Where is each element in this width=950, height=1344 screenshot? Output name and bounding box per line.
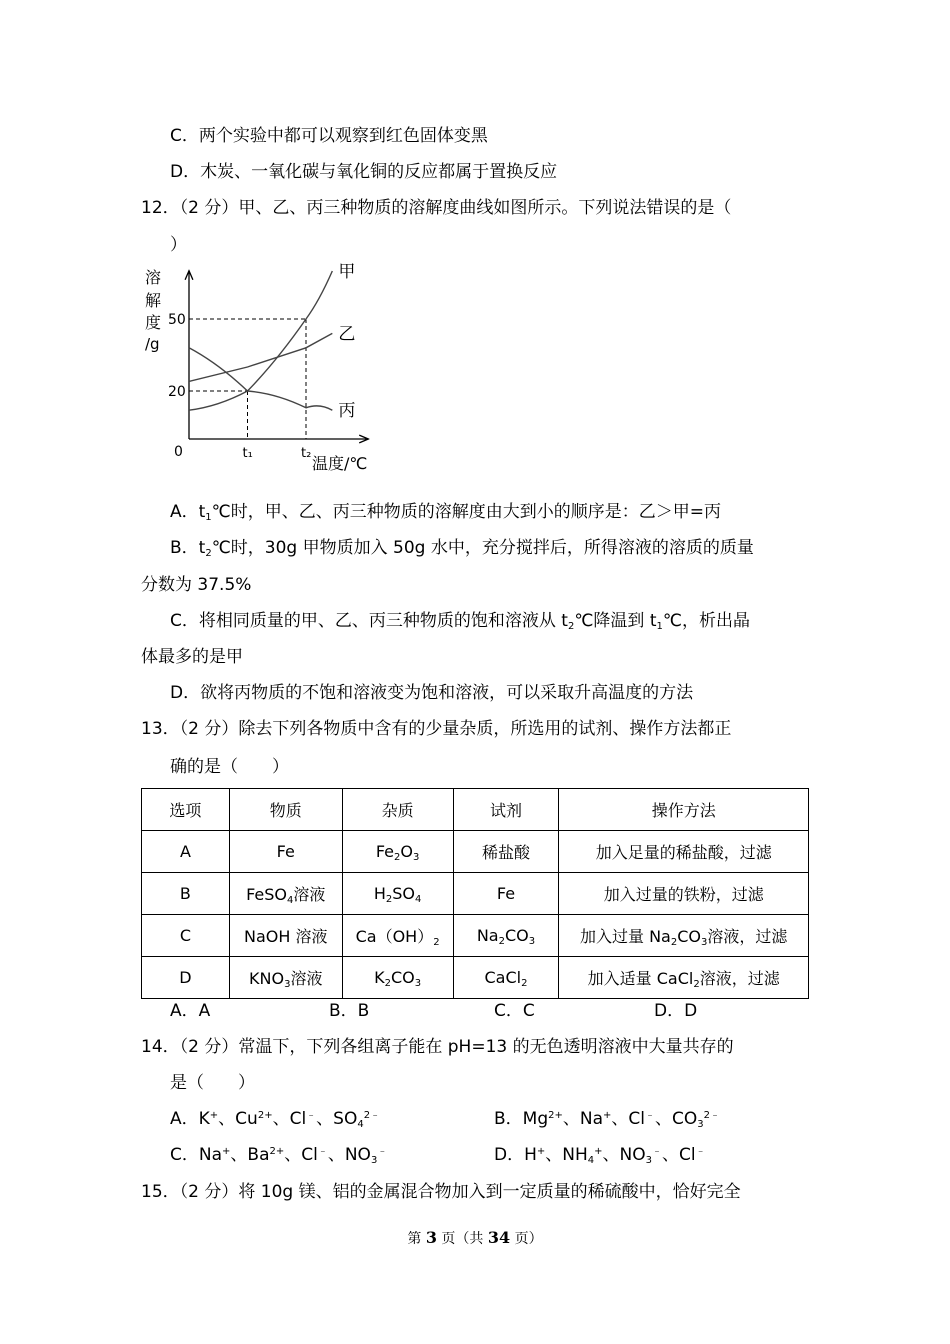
q12-option-c-cont: 体最多的是甲 — [141, 647, 243, 667]
table-cell: 加入过量的铁粉，过滤 — [559, 873, 809, 915]
y-axis-label-char: 解 — [145, 291, 162, 310]
y-axis-label-char: 度 — [145, 313, 162, 332]
q12-option-d: D．欲将丙物质的不饱和溶液变为饱和溶液，可以采取升高温度的方法 — [170, 683, 694, 703]
q13-stem: 13．（2 分）除去下列各物质中含有的少量杂质，所选用的试剂、操作方法都正 — [141, 719, 732, 739]
table-cell: FeSO$_4$溶液 — [229, 873, 342, 915]
table-cell: A — [142, 831, 230, 873]
q12-option-a: A．$t_1℃$时，甲、乙、丙三种物质的溶解度由大到小的顺序是：乙＞甲=丙 — [170, 502, 722, 523]
q12-stem: 12．（2 分）甲、乙、丙三种物质的溶解度曲线如图所示。下列说法错误的是（ — [141, 198, 732, 218]
q14-option-a: A．K+、$Cu^{2+}$、Cl﹣、$SO_4^{2﹣}$ — [170, 1109, 381, 1130]
table-header: 操作方法 — [559, 789, 809, 831]
table-header: 物质 — [229, 789, 342, 831]
table-header: 杂质 — [342, 789, 453, 831]
q13-stem-cont: 确的是（ ） — [170, 757, 289, 777]
q12-option-c: C．将相同质量的甲、乙、丙三种物质的饱和溶液从 $t_2℃$降温到 $t_1℃$，析出晶 — [170, 611, 750, 632]
table-cell: $K_2CO_3$ — [342, 957, 453, 999]
q13-table — [141, 788, 809, 999]
y-tick-label: 20 — [168, 384, 186, 400]
q13-answer-c: C．C — [494, 1001, 535, 1021]
page-footer: 第 3 页（共 34 页） — [407, 1228, 543, 1247]
solubility-chart — [140, 262, 380, 482]
table-row — [142, 957, 809, 999]
table-cell: D — [142, 957, 230, 999]
q13-answer-b: B．B — [329, 1001, 370, 1021]
q13-answer-a: A．A — [170, 1001, 211, 1021]
series-line-2 — [189, 333, 332, 381]
q14-stem-cont: 是（ ） — [170, 1073, 255, 1093]
series-label: 乙 — [338, 324, 356, 345]
q12-option-b-cont: 分数为 37.5% — [141, 575, 252, 595]
q14-option-b: B．$Mg^{2+}$、Na+、Cl﹣、$CO_3^{2﹣}$ — [494, 1109, 721, 1130]
table-cell: 稀盐酸 — [453, 831, 559, 873]
table-header: 试剂 — [453, 789, 559, 831]
q14-option-c: C．Na+、$Ba^{2+}$、Cl﹣、$NO_3^﹣$ — [170, 1145, 388, 1166]
table-cell: $Na_2CO_3$ — [453, 915, 559, 957]
q12-stem-cont: ） — [170, 235, 187, 255]
x-axis-label: 温度/℃ — [312, 454, 368, 473]
table-cell: B — [142, 873, 230, 915]
table-row — [142, 915, 809, 957]
q13-answer-d: D．D — [654, 1001, 698, 1021]
table-header: 选项 — [142, 789, 230, 831]
table-cell: NaOH 溶液 — [229, 915, 342, 957]
table-cell: C — [142, 915, 230, 957]
series-line-3 — [189, 348, 332, 410]
table-cell: 加入过量 $Na_2CO_3$溶液，过滤 — [559, 915, 809, 957]
q11-option-c: C．两个实验中都可以观察到红色固体变黑 — [170, 126, 488, 146]
table-cell: Fe — [229, 831, 342, 873]
table-cell: 加入足量的稀盐酸，过滤 — [559, 831, 809, 873]
x-tick-label: t₂ — [301, 446, 312, 461]
y-tick-label: 50 — [168, 312, 186, 328]
table-row — [142, 831, 809, 873]
q11-option-d: D．木炭、一氧化碳与氧化铜的反应都属于置换反应 — [170, 162, 558, 182]
series-line-1 — [189, 271, 332, 410]
table-cell: Fe — [453, 873, 559, 915]
q12-option-b: B．$t_2℃$时，30g 甲物质加入 50g 水中，充分搅拌后，所得溶液的溶质的质量 — [170, 538, 754, 559]
q14-stem: 14．（2 分）常温下，下列各组离子能在 pH=13 的无色透明溶液中大量共存的 — [141, 1037, 734, 1057]
q15-stem: 15．（2 分）将 10g 镁、铝的金属混合物加入到一定质量的稀硫酸中，恰好完全 — [141, 1182, 741, 1202]
y-axis-label-char: /g — [145, 335, 160, 353]
table-cell: $Ca(OH)_2$ — [342, 915, 453, 957]
y-axis-label-char: 溶 — [145, 268, 162, 287]
table-row — [142, 873, 809, 915]
table-cell: 加入适量 CaCl$_2$溶液，过滤 — [559, 957, 809, 999]
page-number: 3 — [425, 1228, 437, 1247]
series-label: 甲 — [338, 262, 356, 282]
series-label: 丙 — [338, 401, 356, 422]
table-cell: $KNO_3$溶液 — [229, 957, 342, 999]
origin-label: 0 — [174, 444, 183, 460]
q14-option-d: D．H+、$NH_4^+$、$NO_3^﹣$、Cl﹣ — [494, 1145, 706, 1166]
x-tick-label: t₁ — [242, 446, 253, 461]
table-cell: $Fe_2O_3$ — [342, 831, 453, 873]
table-cell: $H_2SO_4$ — [342, 873, 453, 915]
page-total: 34 — [487, 1228, 511, 1247]
table-cell: CaCl$_2$ — [453, 957, 559, 999]
table-header-row — [142, 789, 809, 831]
